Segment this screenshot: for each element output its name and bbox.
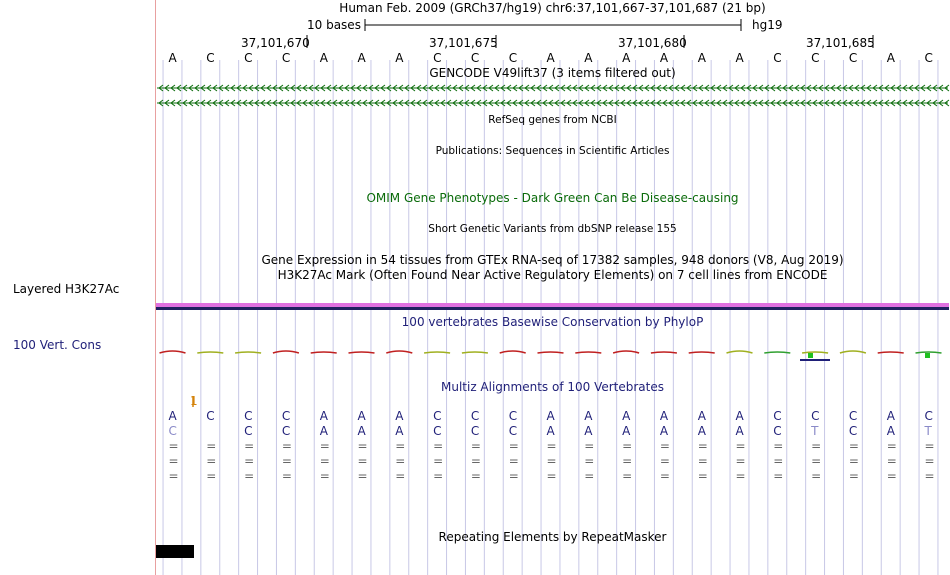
alignment-base: C — [433, 424, 442, 438]
conservation-score-mark — [651, 352, 677, 353]
alignment-base: A — [319, 424, 328, 438]
dbsnp-track-title: Short Genetic Variants from dbSNP release 155 — [428, 223, 677, 235]
scale-bases-label: 10 bases — [307, 18, 361, 32]
alignment-base: A — [659, 424, 669, 438]
alignment-base: = — [622, 469, 633, 483]
alignment-base: = — [168, 439, 179, 453]
alignment-base: = — [357, 439, 368, 453]
alignment-base: A — [546, 409, 555, 423]
alignment-base: = — [584, 469, 595, 483]
track-label-column — [0, 0, 155, 575]
multiz-track-title: Multiz Alignments of 100 Vertebrates — [440, 380, 665, 394]
alignment-base: = — [697, 439, 708, 453]
alignment-base: = — [395, 439, 406, 453]
h3k27ac-signal-bottom — [156, 307, 949, 310]
alignment-base: = — [697, 469, 708, 483]
alignment-base: = — [357, 469, 368, 483]
reference-base: C — [244, 51, 253, 65]
alignment-base: = — [924, 454, 935, 468]
alignment-base: A — [319, 409, 328, 423]
alignment-base: = — [546, 469, 557, 483]
alignment-base: = — [433, 439, 444, 453]
reference-base: C — [470, 51, 480, 65]
alignment-base: = — [546, 439, 557, 453]
window-position-value: Human Feb. 2009 (GRCh37/hg19) chr6:37,101,667-37,101,687 (21 bp) — [339, 1, 766, 15]
conservation-score-mark — [613, 351, 639, 353]
alignment-base: = — [281, 469, 292, 483]
h3k27ac-signal-top — [156, 303, 949, 307]
alignment-base: = — [470, 439, 481, 453]
gtex-track-title: Gene Expression in 54 tissues from GTEx RNA-seq of 17382 samples, 948 donors (V8, Aug 2019) — [261, 253, 844, 267]
omim-track-title: OMIM Gene Phenotypes - Dark Green Can Be Disease-causing — [366, 191, 739, 205]
alignment-base: = — [584, 439, 595, 453]
position-tick-label: 37,101,675 — [429, 36, 498, 50]
alignment-base: = — [206, 469, 217, 483]
alignment-base: = — [924, 439, 935, 453]
alignment-base: C — [773, 424, 782, 438]
reference-base: C — [848, 51, 858, 65]
reference-base: C — [811, 51, 820, 65]
repeatmasker-track-title: Repeating Elements by RepeatMasker — [438, 530, 667, 544]
conservation-score-mark — [424, 352, 450, 353]
reference-base: C — [206, 51, 215, 65]
position-tick-label: 37,101,685 — [806, 36, 875, 50]
alignment-base: C — [470, 409, 480, 423]
alignment-base: C — [848, 409, 858, 423]
alignment-base: A — [886, 409, 895, 423]
alignment-base: = — [508, 439, 519, 453]
reference-base: A — [319, 51, 328, 65]
conservation-score-mark — [840, 351, 866, 353]
conservation-score-mark — [311, 352, 337, 353]
conservation-score-mark — [500, 351, 526, 353]
conservation-score-mark — [802, 352, 828, 353]
alignment-base: = — [319, 454, 330, 468]
h3k27ac-track-title: H3K27Ac Mark (Often Found Near Active Regulatory Elements) on 7 cell lines from ENCODE — [277, 268, 828, 282]
conservation-score-mark — [235, 352, 261, 353]
alignment-base: T — [811, 424, 819, 438]
alignment-base: = — [470, 469, 481, 483]
alignment-base: = — [848, 439, 859, 453]
alignment-base: A — [584, 424, 593, 438]
alignment-base: = — [244, 454, 255, 468]
reference-base: C — [433, 51, 442, 65]
reference-base: A — [659, 51, 669, 65]
reference-base: A — [735, 51, 744, 65]
alignment-base: C — [244, 409, 253, 423]
gap-count: 1 — [190, 394, 198, 408]
alignment-base: C — [811, 409, 820, 423]
conservation-score-mark — [878, 352, 904, 353]
reference-base: A — [584, 51, 593, 65]
alignment-base: A — [622, 409, 631, 423]
alignment-base: A — [622, 424, 631, 438]
alignment-base: = — [886, 469, 897, 483]
alignment-base: A — [357, 409, 366, 423]
alignment-base: = — [206, 454, 217, 468]
alignment-base: = — [584, 454, 595, 468]
scale-assembly-label: hg19 — [752, 18, 783, 32]
alignment-base: = — [470, 454, 481, 468]
conservation-highlight — [925, 353, 930, 358]
alignment-base: = — [848, 469, 859, 483]
conservation-score-mark — [197, 352, 223, 353]
position-tick-label: 37,101,680 — [618, 36, 687, 50]
alignment-base: = — [281, 439, 292, 453]
alignment-base: C — [508, 424, 518, 438]
alignment-base: A — [735, 409, 744, 423]
alignment-base: = — [886, 454, 897, 468]
conservation-score-mark — [538, 352, 564, 353]
alignment-base: A — [697, 409, 706, 423]
alignment-base: C — [168, 424, 177, 438]
alignment-base: = — [735, 469, 746, 483]
alignment-base: A — [886, 424, 895, 438]
alignment-base: C — [206, 409, 215, 423]
alignment-base: = — [206, 439, 217, 453]
alignment-base: = — [319, 439, 330, 453]
alignment-base: = — [773, 454, 784, 468]
alignment-base: C — [281, 409, 291, 423]
alignment-base: = — [168, 469, 179, 483]
reference-base: C — [773, 51, 782, 65]
alignment-base: = — [848, 454, 859, 468]
alignment-base: = — [244, 469, 255, 483]
reference-base: A — [622, 51, 631, 65]
conservation-score-mark — [386, 351, 412, 353]
alignment-base: = — [659, 439, 670, 453]
conservation-score-mark — [727, 351, 753, 353]
h3k27ac-track-label[interactable]: Layered H3K27Ac — [13, 282, 120, 296]
alignment-base: A — [659, 409, 669, 423]
alignment-base: = — [886, 439, 897, 453]
reference-base: A — [546, 51, 555, 65]
alignment-base: = — [433, 454, 444, 468]
alignment-base: = — [168, 454, 179, 468]
alignment-base: = — [281, 454, 292, 468]
alignment-base: = — [508, 469, 519, 483]
conservation-track-label[interactable]: 100 Vert. Cons — [13, 338, 102, 352]
alignment-base: = — [622, 439, 633, 453]
alignment-base: = — [735, 439, 746, 453]
conservation-score-mark — [160, 351, 186, 353]
conservation-score-mark — [462, 352, 488, 353]
alignment-base: = — [357, 454, 368, 468]
publications-track-title: Publications: Sequences in Scientific Articles — [435, 145, 670, 157]
conservation-score-mark — [689, 352, 715, 353]
alignment-base: = — [659, 469, 670, 483]
alignment-base: A — [735, 424, 744, 438]
reference-base: A — [395, 51, 404, 65]
alignment-base: = — [735, 454, 746, 468]
alignment-base: = — [811, 454, 822, 468]
repeat-element-block — [156, 545, 194, 558]
alignment-base: = — [622, 454, 633, 468]
reference-base: A — [697, 51, 706, 65]
alignment-base: = — [811, 469, 822, 483]
alignment-base: = — [924, 469, 935, 483]
alignment-base: = — [244, 439, 255, 453]
alignment-base: = — [319, 469, 330, 483]
alignment-base: C — [924, 409, 933, 423]
alignment-base: A — [357, 424, 366, 438]
alignment-base: C — [281, 424, 291, 438]
alignment-base: A — [584, 409, 593, 423]
alignment-base: = — [395, 469, 406, 483]
gencode-track-title[interactable]: GENCODE V49lift37 (3 items filtered out) — [429, 66, 676, 80]
alignment-base: T — [924, 424, 932, 438]
conservation-highlight — [808, 353, 813, 358]
conservation-track-title: 100 vertebrates Basewise Conservation by PhyloP — [401, 315, 704, 329]
alignment-base: A — [168, 409, 177, 423]
alignment-base: = — [773, 439, 784, 453]
position-tick-label: 37,101,670 — [241, 36, 310, 50]
alignment-base: = — [811, 439, 822, 453]
alignment-base: A — [395, 424, 404, 438]
alignment-base: = — [433, 469, 444, 483]
alignment-base: = — [546, 454, 557, 468]
reference-base: A — [357, 51, 366, 65]
alignment-base: C — [773, 409, 782, 423]
alignment-base: = — [697, 454, 708, 468]
reference-base: A — [168, 51, 177, 65]
conservation-score-mark — [273, 351, 299, 353]
reference-base: A — [886, 51, 895, 65]
alignment-base: = — [659, 454, 670, 468]
alignment-base: = — [773, 469, 784, 483]
alignment-base: = — [395, 454, 406, 468]
alignment-base: C — [508, 409, 518, 423]
refseq-track-title: RefSeq genes from NCBI — [488, 114, 617, 126]
alignment-base: A — [395, 409, 404, 423]
alignment-base: C — [244, 424, 253, 438]
alignment-base: A — [697, 424, 706, 438]
alignment-base: C — [433, 409, 442, 423]
reference-base: C — [281, 51, 291, 65]
alignment-base: = — [508, 454, 519, 468]
conservation-score-mark — [764, 352, 790, 353]
reference-base: C — [924, 51, 933, 65]
conservation-score-mark — [575, 352, 601, 353]
browser-track-canvas[interactable] — [155, 0, 950, 575]
alignment-base: C — [470, 424, 480, 438]
conservation-score-mark — [349, 352, 375, 353]
alignment-base: C — [848, 424, 858, 438]
reference-base: C — [508, 51, 518, 65]
alignment-base: A — [546, 424, 555, 438]
conservation-score-mark — [916, 352, 942, 353]
